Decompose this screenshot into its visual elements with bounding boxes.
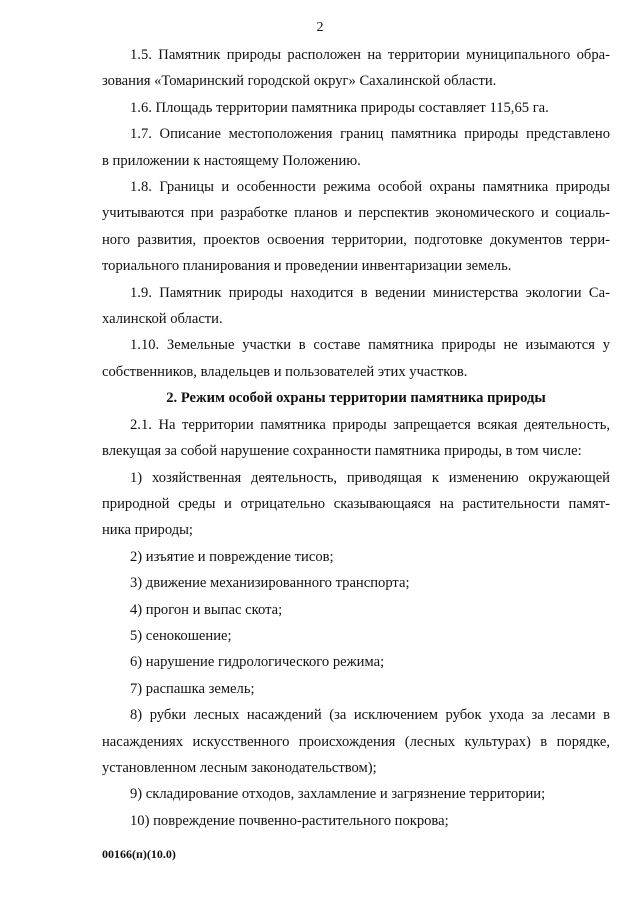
list-item bbox=[102, 544, 610, 570]
list-item bbox=[102, 465, 610, 544]
text-line: учитываются при разработке планов и перспектив экономического и социаль- bbox=[102, 205, 610, 222]
paragraph-1-10 bbox=[102, 332, 610, 385]
list-item bbox=[102, 597, 610, 623]
section-heading: 2. Режим особой охраны территории памятника природы bbox=[166, 390, 546, 407]
text-line: 8) рубки лесных насаждений (за исключением рубок ухода за лесами в bbox=[130, 707, 610, 724]
text-line: 2) изъятие и повреждение тисов; bbox=[130, 548, 334, 565]
list-item bbox=[102, 570, 610, 596]
text-line: ториального планирования и проведении инвентаризации земель. bbox=[102, 258, 512, 275]
paragraph-1-9 bbox=[102, 280, 610, 333]
list-item bbox=[102, 623, 610, 649]
page-number: 2 bbox=[316, 20, 324, 35]
text-line: 3) движение механизированного транспорта; bbox=[130, 575, 410, 592]
text-line: 9) складирование отходов, захламление и загрязнение территории; bbox=[130, 786, 546, 803]
text-line: 1.8. Границы и особенности режима особой охраны памятника природы bbox=[130, 179, 610, 196]
text-line: халинской области. bbox=[102, 311, 223, 328]
paragraph-1-8 bbox=[102, 174, 610, 280]
paragraph-2-1 bbox=[102, 412, 610, 465]
text-line: природной среды и отрицательно сказывающаяся на растительности памят- bbox=[102, 495, 610, 512]
text-line: 1) хозяйственная деятельность, приводящая к изменению окружающей bbox=[130, 469, 610, 486]
text-line: 1.5. Памятник природы расположен на территории муниципального обра- bbox=[130, 47, 610, 63]
list-item bbox=[102, 808, 610, 834]
text-line: в приложении к настоящему Положению. bbox=[102, 152, 361, 169]
text-line: ного развития, проектов освоения территории, подготовке документов терри- bbox=[102, 231, 610, 248]
text-line: 4) прогон и выпас скота; bbox=[130, 601, 283, 618]
text-line: влекущая за собой нарушение сохранности памятника природы, в том числе: bbox=[102, 443, 582, 460]
paragraph-1-7 bbox=[102, 121, 610, 174]
list-item bbox=[102, 781, 610, 807]
document-body bbox=[102, 42, 610, 834]
text-line: зования «Томаринский городской округ» Сахалинской области. bbox=[102, 73, 497, 90]
text-line: 1.9. Памятник природы находится в ведении министерства экологии Са- bbox=[130, 284, 610, 301]
text-line: собственников, владельцев и пользователей этих участков. bbox=[102, 363, 468, 380]
document-code: 00166(п)(10.0) bbox=[102, 847, 176, 861]
list-item bbox=[102, 702, 610, 781]
text-line: 1.7. Описание местоположения границ памятника природы представлено bbox=[130, 126, 610, 143]
text-line: 2.1. На территории памятника природы запрещается всякая деятельность, bbox=[130, 416, 610, 433]
text-line: 1.6. Площадь территории памятника природы составляет 115,65 га. bbox=[130, 99, 549, 116]
text-line: 5) сенокошение; bbox=[130, 627, 232, 644]
list-item bbox=[102, 649, 610, 675]
text-line: 10) повреждение почвенно-растительного покрова; bbox=[130, 812, 449, 829]
paragraph-1-5 bbox=[102, 42, 610, 95]
text-line: 1.10. Земельные участки в составе памятника природы не изымаются у bbox=[130, 337, 610, 354]
text-line: установленном лесным законодательством); bbox=[102, 759, 377, 776]
text-line: насаждениях искусственного происхождения (лесных культурах) в порядке, bbox=[102, 733, 610, 750]
text-line: ника природы; bbox=[102, 522, 193, 539]
paragraph-1-6 bbox=[102, 95, 610, 121]
text-line: 7) распашка земель; bbox=[130, 680, 255, 697]
text-line: 6) нарушение гидрологического режима; bbox=[130, 654, 385, 671]
list-item bbox=[102, 676, 610, 702]
